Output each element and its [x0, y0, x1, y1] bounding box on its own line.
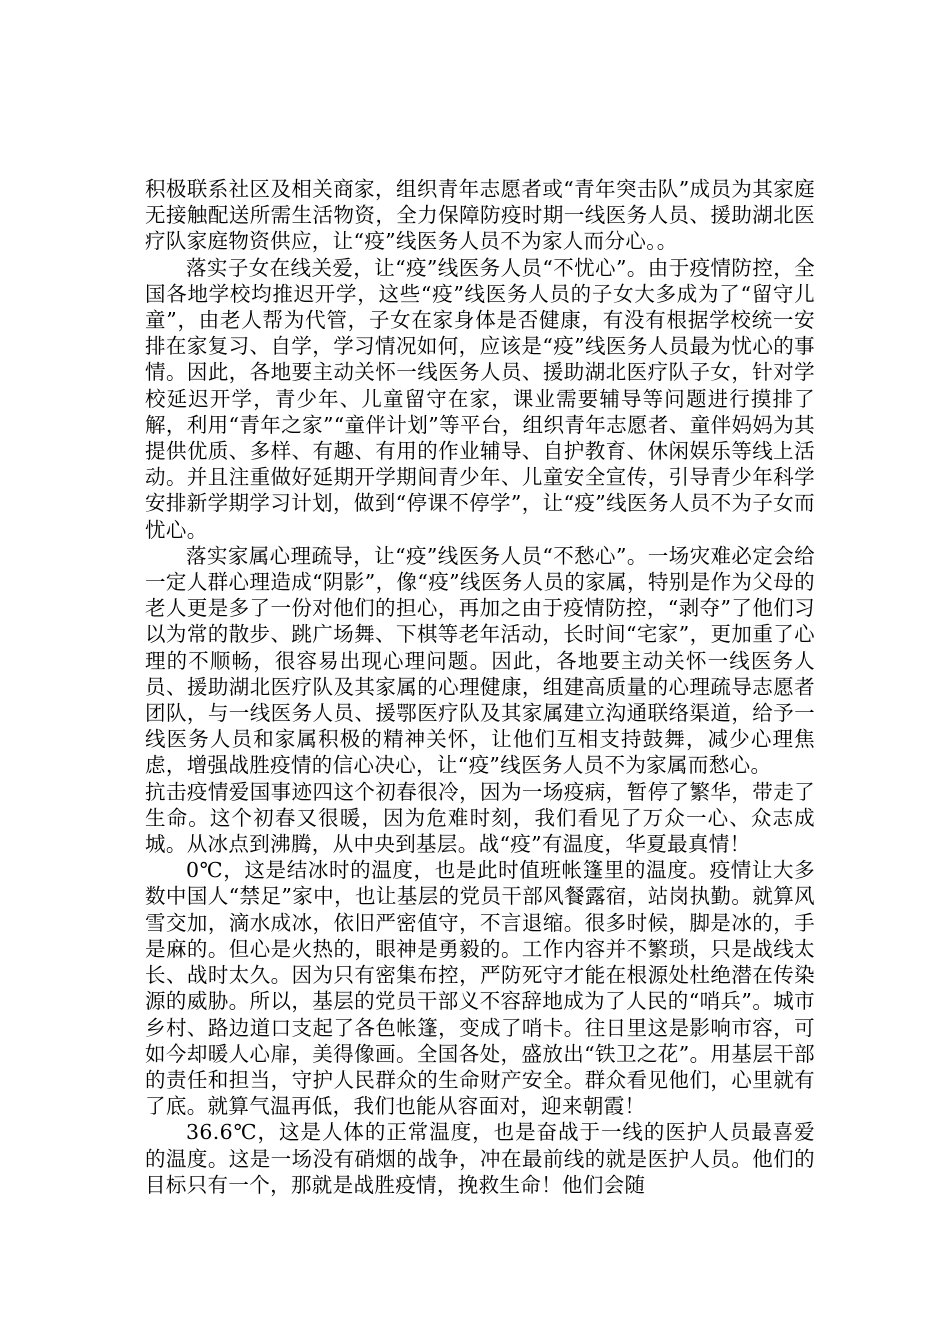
paragraph-body-temperature: 36.6℃，这是人体的正常温度，也是奋战于一线的医护人员最喜爱的温度。这是一场没有硝烟的战争，冲在最前线的就是医护人员。他们的目标只有一个，那就是战胜疫情，挽救生命！他们会随	[145, 1120, 815, 1197]
paragraph-family-counseling: 落实家属心理疏导，让“疫”线医务人员“不愁心”。一场灾难必定会给一定人群心理造成“阴影”，像“疫”线医务人员的家属，特别是作为父母的老人更是多了一份对他们的担心，再加之由于疫情防控，“剥夺”了他们习以为常的散步、跳广场舞、下棋等老年活动，长时间“宅家”，更加重了心理的不顺畅，很容易出现心理问题。因此，各地要主动关怀一线医务人员、援助湖北医疗队及其家属的心理健康，组建高质量的心理疏导志愿者团队，与一线医务人员、援鄂医疗队及其家属建立沟通联络渠道，给予一线医务人员和家属积极的精神关怀，让他们互相支持鼓舞，减少心理焦虑，增强战胜疫情的信心决心，让“疫”线医务人员不为家属而愁心。	[145, 543, 815, 778]
paragraph-early-spring: 抗击疫情爱国事迹四这个初春很冷，因为一场疫病，暂停了繁华，带走了生命。这个初春又很暖，因为危难时刻，我们看见了万众一心、众志成城。从冰点到沸腾，从中央到基层。战“疫”有温度，华夏最真情！	[145, 779, 815, 857]
paragraph-continuation: 积极联系社区及相关商家，组织青年志愿者或“青年突击队”成员为其家庭无接触配送所需生活物资，全力保障防疫时期一线医务人员、援助湖北医疗队家庭物资供应，让“疫”线医务人员不为家人而分心。。	[145, 177, 815, 254]
paragraph-children-care: 落实子女在线关爱，让“疫”线医务人员“不忧心”。由于疫情防控，全国各地学校均推迟开学，这些“疫”线医务人员的子女大多成为了“留守儿童”，由老人帮为代管，子女在家身体是否健康，有没有根据学校统一安排在家复习、自学，学习情况如何，应该是“疫”线医务人员最为忧心的事情。因此，各地要主动关怀一线医务人员、援助湖北医疗队子女，针对学校延迟开学，青少年、儿童留守在家，课业需要辅导等问题进行摸排了解，利用“青年之家”“童伴计划”等平台，组织青年志愿者、童伴妈妈为其提供优质、多样、有趣、有用的作业辅导、自护教育、休闲娱乐等线上活动。并且注重做好延期开学期间青少年、儿童安全宣传，引导青少年科学安排新学期学习计划，做到“停课不停学”，让“疫”线医务人员不为子女而忧心。	[145, 255, 815, 542]
paragraph-zero-degrees: 0℃，这是结冰时的温度，也是此时值班帐篷里的温度。疫情让大多数中国人“禁足”家中，也让基层的党员干部风餐露宿，站岗执勤。就算风雪交加，滴水成冰，依旧严密值守，不言退缩。很多时候，脚是冰的，手是麻的。但心是火热的，眼神是勇毅的。工作内容并不繁琐，只是战线太长、战时太久。因为只有密集布控，严防死守才能在根源处杜绝潜在传染源的威胁。所以，基层的党员干部义不容辞地成为了人民的“哨兵”。城市乡村、路边道口支起了各色帐篷，变成了哨卡。往日里这是影响市容，可如今却暖人心扉，美得像画。全国各处，盛放出“铁卫之花”。用基层干部的责任和担当，守护人民群众的生命财产安全。群众看见他们，心里就有了底。就算气温再低，我们也能从容面对，迎来朝霞！	[145, 858, 815, 1119]
document-body	[145, 176, 815, 1198]
